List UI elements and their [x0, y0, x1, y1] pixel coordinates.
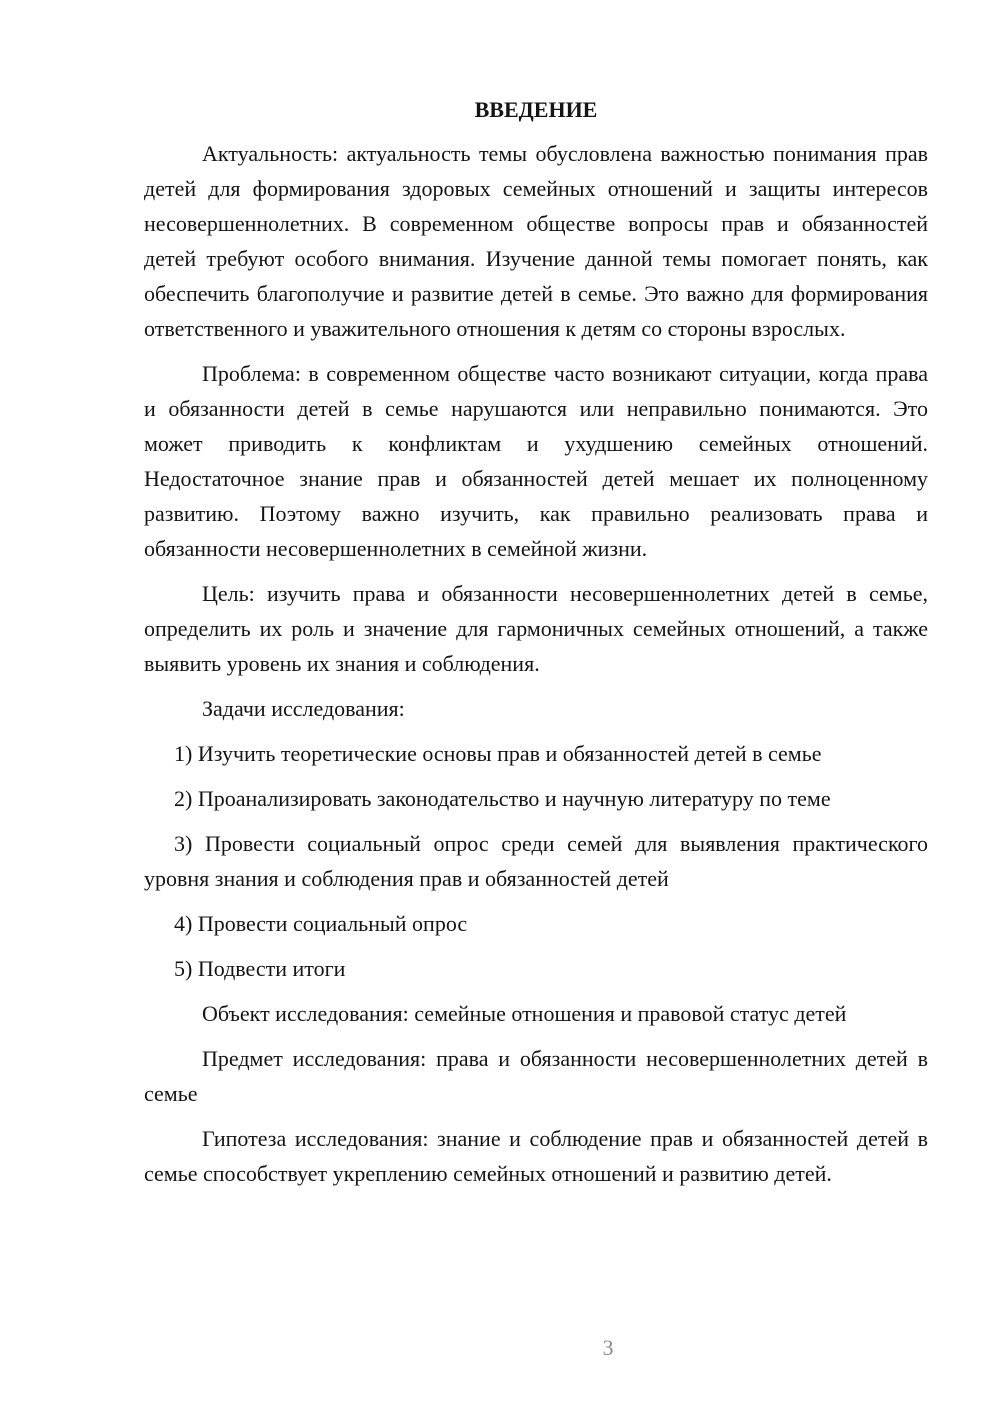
task-item-1: 1) Изучить теоретические основы прав и обязанностей детей в семье [174, 741, 822, 766]
paragraph-object: Объект исследования: семейные отношения и правовой статус детей [202, 1001, 847, 1026]
task-item-3: 3) Провести социальный опрос среди семей для выявления практического уровня знания и соблюдения прав и обязанностей детей [144, 831, 928, 891]
paragraph-goal: Цель: изучить права и обязанности несовершеннолетних детей в семье, определить их роль и значение для гармоничных семейных отношений, а также выявить уровень их знания и соблюдения. [144, 581, 928, 676]
task-item-5: 5) Подвести итоги [174, 956, 346, 981]
task-item-2: 2) Проанализировать законодательство и научную литературу по теме [174, 786, 831, 811]
paragraph-hypothesis: Гипотеза исследования: знание и соблюдение прав и обязанностей детей в семье способствует укреплению семейных отношений и развитию детей. [144, 1126, 928, 1186]
paragraph-subject: Предмет исследования: права и обязанности несовершеннолетних детей в семье [144, 1046, 928, 1106]
paragraph-problem: Проблема: в современном обществе часто возникают ситуации, когда права и обязанности детей в семье нарушаются или неправильно понимаются. Это может приводить к конфликтам и ухудшению семейных отношений. Недостаточное знание прав и обязанностей детей мешает их полноценному развитию. Поэтому важно изучить, как правильно реализовать права и обязанности несовершеннолетних в семейной жизни. [144, 361, 928, 561]
task-item-4: 4) Провести социальный опрос [174, 911, 468, 936]
page-content [144, 92, 928, 1201]
paragraph-relevance: Актуальность: актуальность темы обусловлена важностью понимания прав детей для формирования здоровых семейных отношений и защиты интересов несовершеннолетних. В современном обществе вопросы прав и обязанностей детей требуют особого внимания. Изучение данной темы помогает понять, как обеспечить благополучие и развитие детей в семье. Это важно для формирования ответственного и уважительного отношения к детям со стороны взрослых. [144, 141, 928, 341]
section-title: ВВЕДЕНИЕ [474, 97, 598, 122]
page-number: 3 [602, 1335, 614, 1360]
paragraph-tasks-heading: Задачи исследования: [202, 696, 405, 721]
